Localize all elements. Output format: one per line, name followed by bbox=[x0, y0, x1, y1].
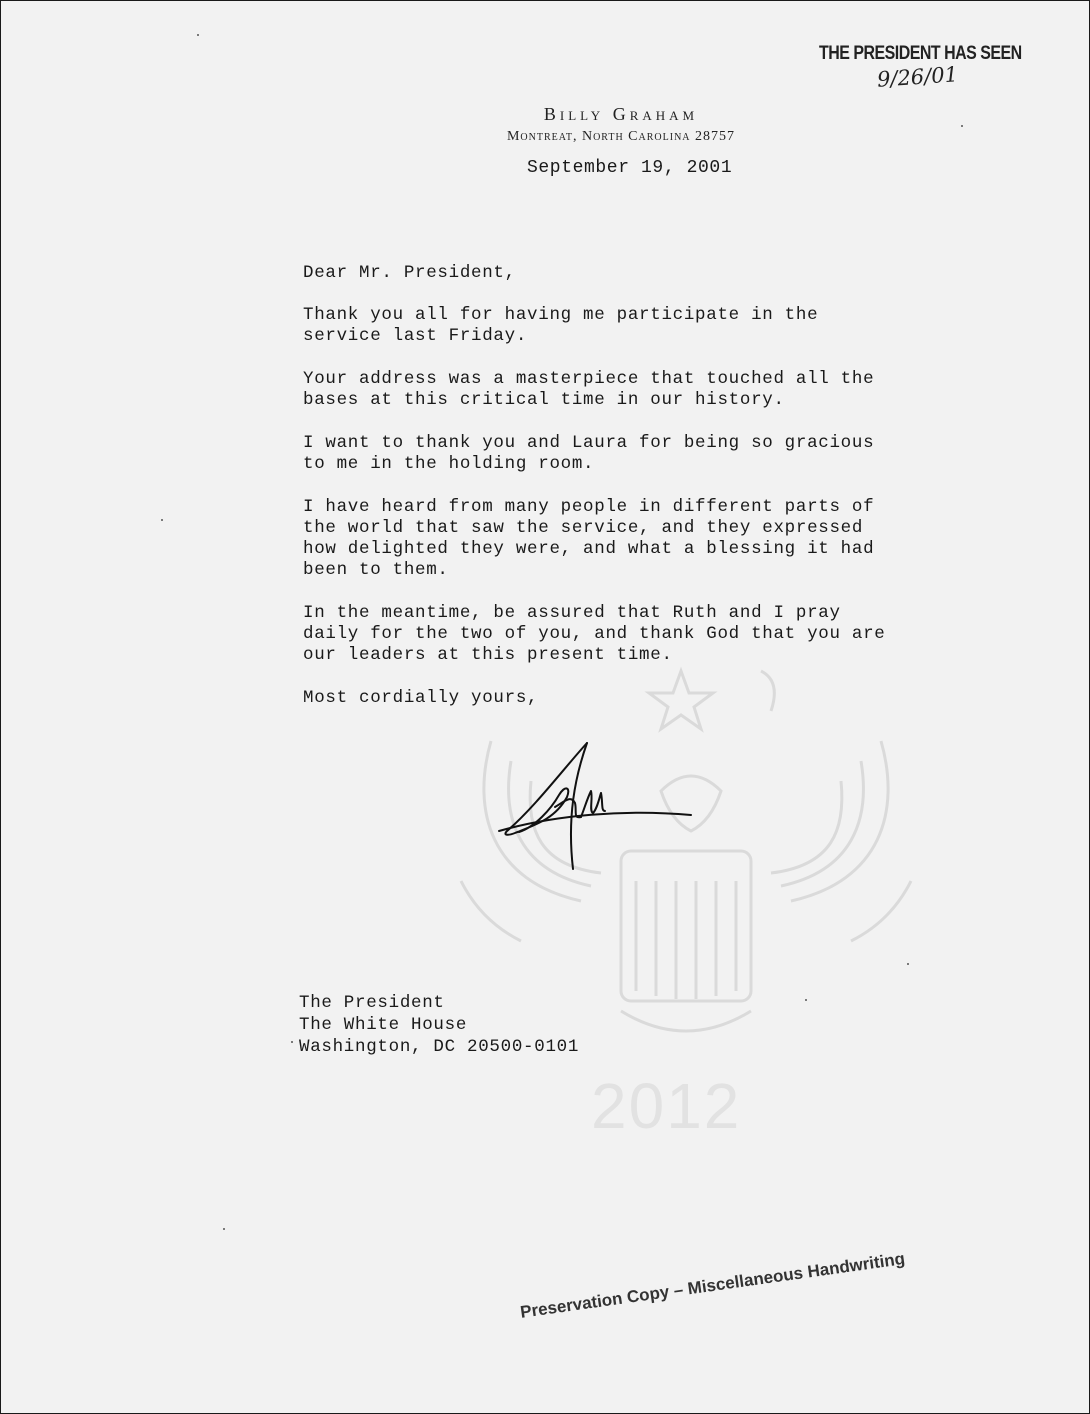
president-has-seen-stamp: THE PRESIDENT HAS SEEN bbox=[819, 43, 1022, 64]
watermark-year: 2012 bbox=[591, 1070, 742, 1142]
letter-body bbox=[303, 263, 1023, 731]
letter-paragraph: I want to thank you and Laura for being so gracious to me in the holding room. bbox=[303, 433, 875, 474]
recipient-address bbox=[299, 992, 579, 1058]
preservation-copy-label: Preservation Copy – Miscellaneous Handwriting bbox=[519, 1248, 907, 1322]
letter-closing: Most cordially yours, bbox=[303, 688, 539, 708]
scan-speck bbox=[961, 125, 963, 127]
letter-paragraph: In the meantime, be assured that Ruth and I pray daily for the two of you, and thank God that you are our leaders at this present time. bbox=[303, 603, 886, 665]
letterhead-address: Montreat, North Carolina 28757 bbox=[506, 129, 736, 144]
scan-speck bbox=[161, 519, 163, 521]
scan-speck bbox=[805, 999, 807, 1001]
letter-paragraph: I have heard from many people in different parts of the world that saw the service, and they expressed how delighted they were, and what a blessing it had been to them. bbox=[303, 497, 875, 580]
stamp-handwritten-date: 9/26/01 bbox=[876, 62, 959, 92]
handwritten-signature bbox=[495, 737, 695, 877]
letter-date: September 19, 2001 bbox=[527, 158, 733, 178]
letter-paragraph: Thank you all for having me participate in the service last Friday. bbox=[303, 305, 819, 346]
letter-paragraph: Your address was a masterpiece that touched all the bases at this critical time in our history. bbox=[303, 369, 875, 410]
recipient-line: The White House bbox=[299, 1015, 468, 1035]
scan-speck bbox=[907, 963, 909, 965]
recipient-line: Washington, DC 20500-0101 bbox=[299, 1037, 580, 1057]
scan-speck bbox=[223, 1228, 225, 1230]
scan-speck bbox=[291, 1041, 293, 1043]
recipient-line: The President bbox=[299, 993, 445, 1013]
scan-speck bbox=[197, 34, 199, 36]
letterhead-name: Billy Graham bbox=[543, 104, 699, 124]
letter-salutation: Dear Mr. President, bbox=[303, 263, 516, 283]
